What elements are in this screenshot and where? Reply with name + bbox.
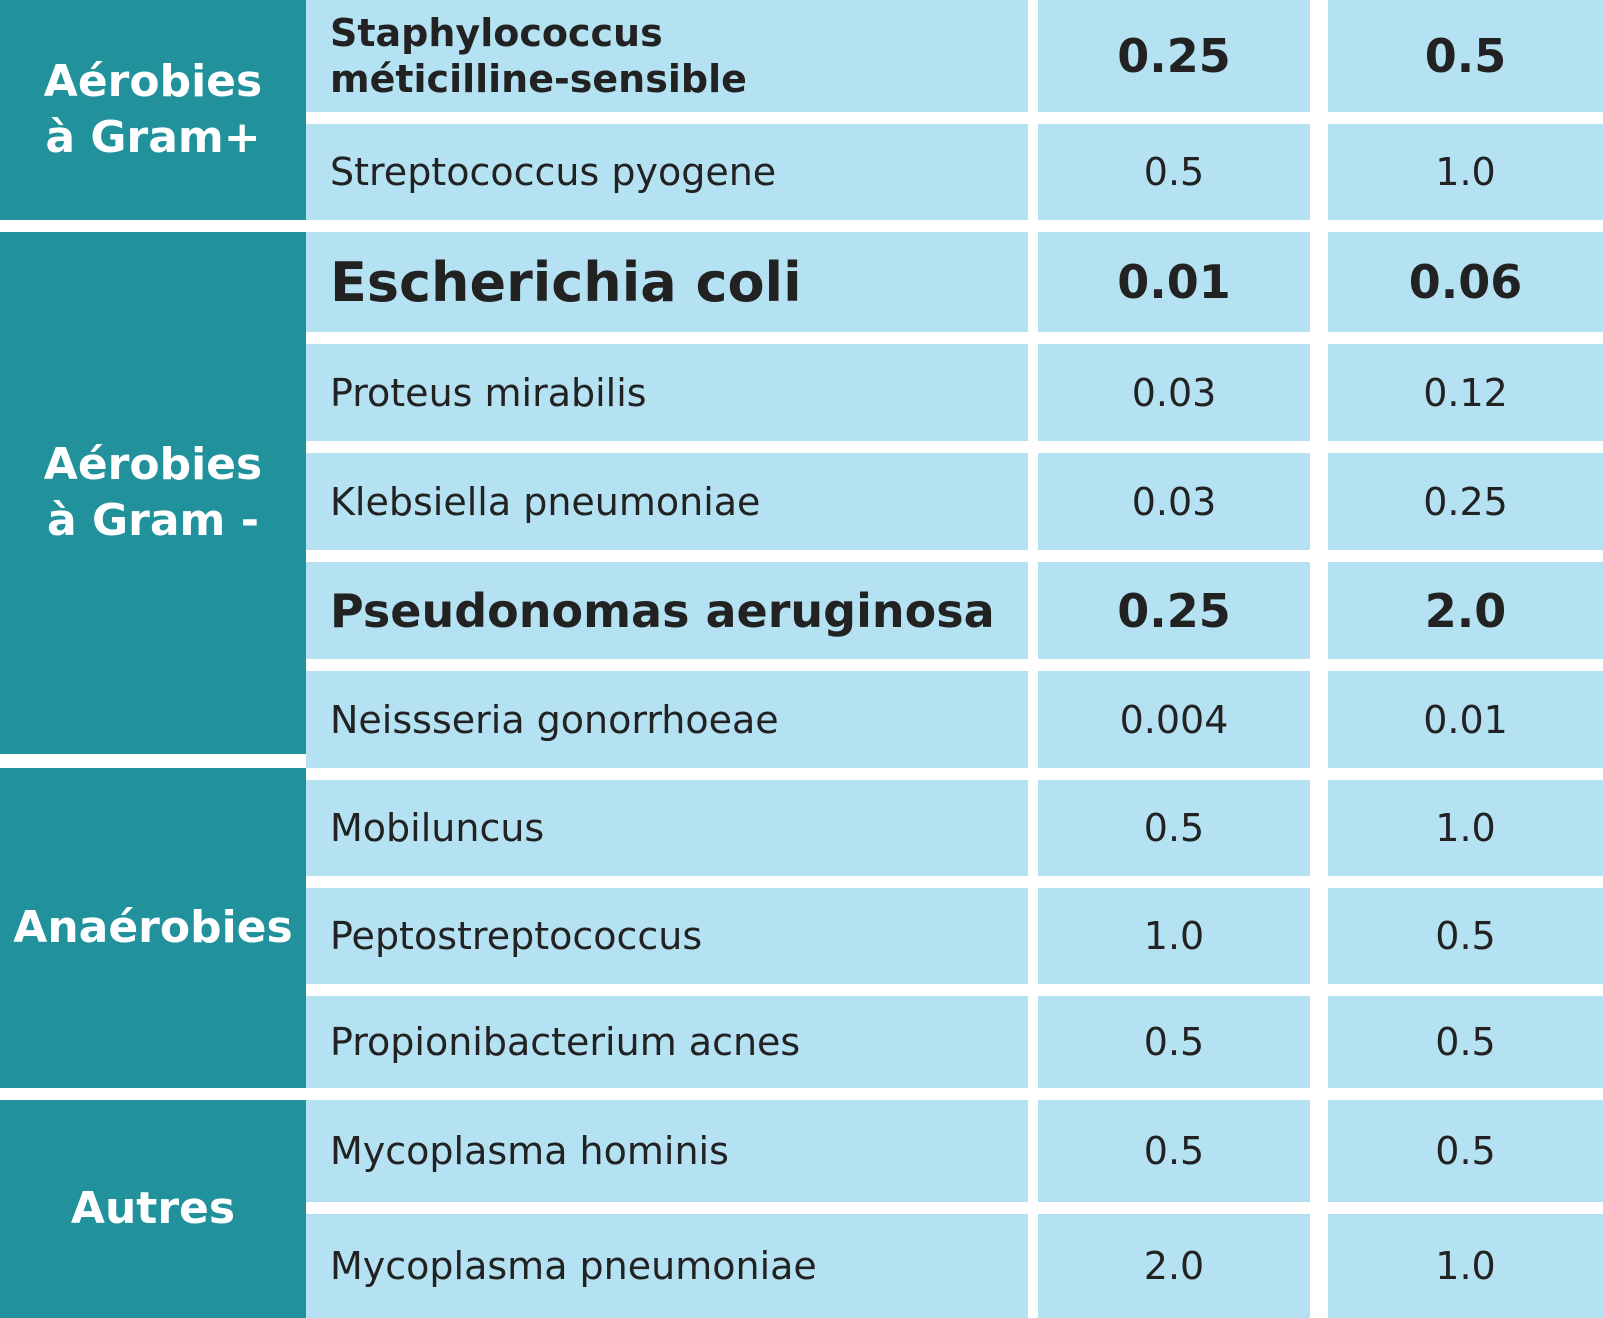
- value-column-2: 0.5: [1328, 996, 1603, 1088]
- value-column-1: 0.03: [1038, 453, 1310, 550]
- value-column-1: 0.01: [1038, 232, 1310, 332]
- table-row: [306, 562, 1603, 659]
- value-column-1: 0.25: [1038, 0, 1310, 112]
- value-column-1: 0.5: [1038, 124, 1310, 220]
- organism-name: Mycoplasma pneumoniae: [306, 1214, 1028, 1318]
- value-column-1: 0.03: [1038, 344, 1310, 441]
- value-column-1: 2.0: [1038, 1214, 1310, 1318]
- organism-name: Mycoplasma hominis: [306, 1100, 1028, 1202]
- organism-name: Escherichia coli: [306, 232, 1028, 332]
- value-column-2: 1.0: [1328, 124, 1603, 220]
- value-column-2: 0.5: [1328, 1100, 1603, 1202]
- value-column-2: 0.5: [1328, 0, 1603, 112]
- value-column-2: 2.0: [1328, 562, 1603, 659]
- organism-name: Pseudonomas aeruginosa: [306, 562, 1028, 659]
- value-column-1: 0.5: [1038, 1100, 1310, 1202]
- table-row: [306, 0, 1603, 112]
- organism-name: Mobiluncus: [306, 780, 1028, 876]
- table-row: [306, 780, 1603, 876]
- organism-name: Staphylococcus méticilline-sensible: [306, 0, 1028, 112]
- table-row: [306, 232, 1603, 332]
- group-label-others: Autres: [0, 1100, 306, 1318]
- value-column-1: 1.0: [1038, 888, 1310, 984]
- value-column-1: 0.25: [1038, 562, 1310, 659]
- organism-name: Proteus mirabilis: [306, 344, 1028, 441]
- table-row: [306, 1100, 1603, 1202]
- value-column-2: 0.25: [1328, 453, 1603, 550]
- table-row: [306, 344, 1603, 441]
- organism-name: Neissseria gonorrhoeae: [306, 671, 1028, 768]
- table-row: [306, 996, 1603, 1088]
- value-column-2: 0.06: [1328, 232, 1603, 332]
- value-column-2: 1.0: [1328, 1214, 1603, 1318]
- table-row: [306, 671, 1603, 768]
- table-row: [306, 1214, 1603, 1318]
- value-column-2: 0.5: [1328, 888, 1603, 984]
- table-row: [306, 888, 1603, 984]
- table-row: [306, 124, 1603, 220]
- value-column-1: 0.5: [1038, 996, 1310, 1088]
- table-row: [306, 453, 1603, 550]
- organism-name: Propionibacterium acnes: [306, 996, 1028, 1088]
- value-column-2: 1.0: [1328, 780, 1603, 876]
- value-column-1: 0.004: [1038, 671, 1310, 768]
- group-label-aerobes-gram-negative: Aérobies à Gram -: [0, 232, 306, 754]
- value-column-1: 0.5: [1038, 780, 1310, 876]
- value-column-2: 0.01: [1328, 671, 1603, 768]
- organism-name: Streptococcus pyogene: [306, 124, 1028, 220]
- group-label-anaerobes: Anaérobies: [0, 768, 306, 1088]
- organism-name: Peptostreptococcus: [306, 888, 1028, 984]
- group-label-aerobes-gram-positive: Aérobies à Gram+: [0, 0, 306, 220]
- organism-name: Klebsiella pneumoniae: [306, 453, 1028, 550]
- value-column-2: 0.12: [1328, 344, 1603, 441]
